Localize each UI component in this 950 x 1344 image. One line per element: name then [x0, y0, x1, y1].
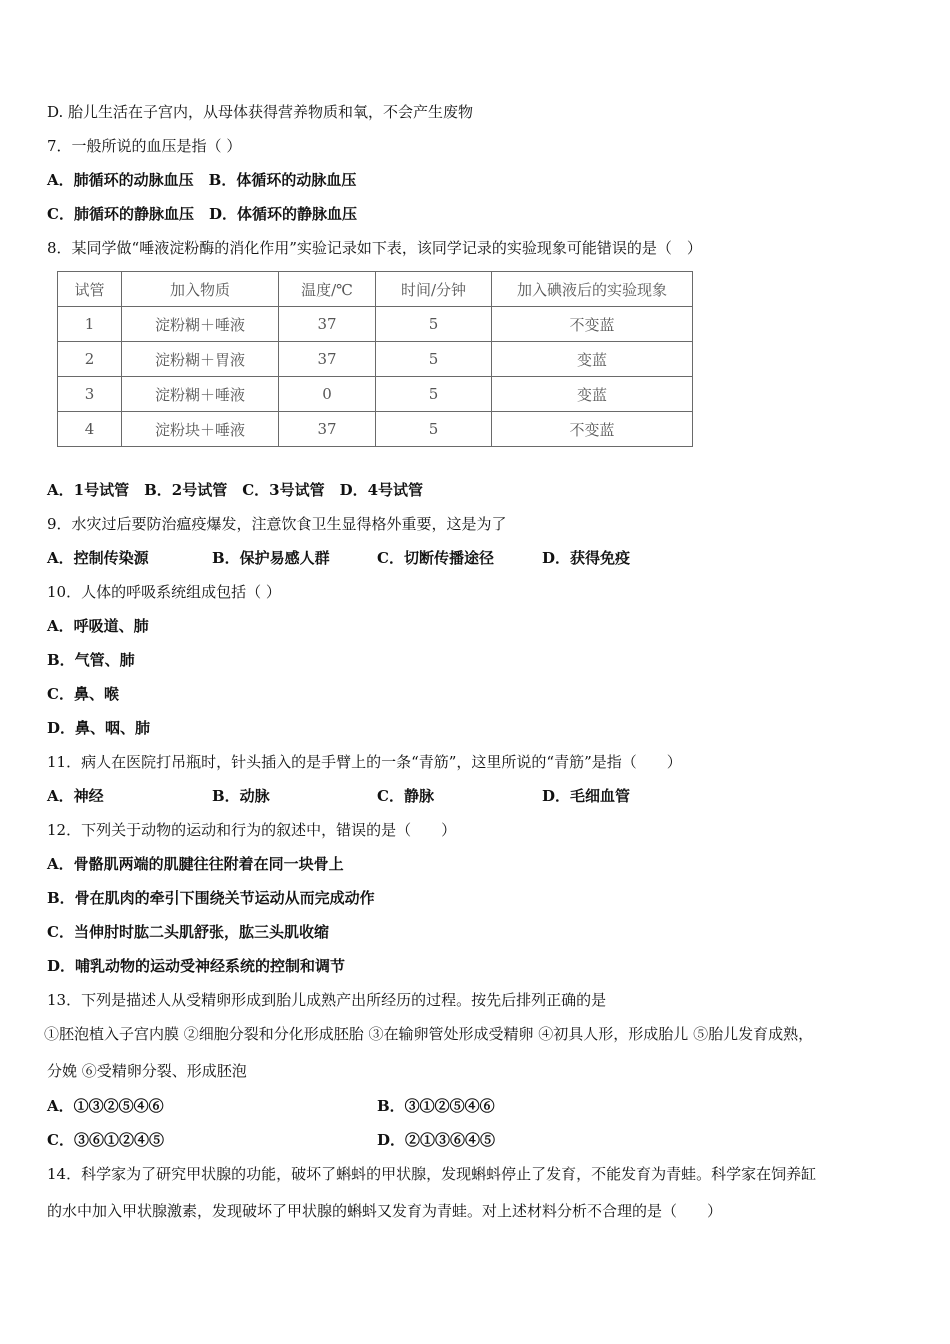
- experiment-table: [57, 271, 693, 447]
- q10-option-c: C．鼻、喉: [47, 685, 119, 703]
- q11-option-a: A．神经: [47, 787, 104, 805]
- cell-substance: 淀粉块＋唾液: [122, 412, 279, 447]
- q10-option-d: D．鼻、咽、肺: [47, 719, 151, 737]
- q12-stem: 12．下列关于动物的运动和行为的叙述中，错误的是（ ）: [47, 821, 457, 839]
- cell-substance: 淀粉糊＋唾液: [122, 377, 279, 412]
- cell-tube: 3: [58, 377, 122, 412]
- table-row: [58, 342, 693, 377]
- cell-time: 5: [376, 377, 492, 412]
- q14-stem-line1: 14．科学家为了研究甲状腺的功能，破坏了蝌蚪的甲状腺，发现蝌蚪停止了发育，不能发育为青蛙。科学家在饲养缸: [47, 1165, 817, 1183]
- q13-steps-line1: ①胚泡植入子宫内膜 ②细胞分裂和分化形成胚胎 ③在输卵管处形成受精卵 ④初具人形，形成胎儿 ⑤胎儿发育成熟，: [44, 1025, 814, 1043]
- cell-result: 变蓝: [492, 342, 693, 377]
- table-row: [58, 307, 693, 342]
- header-tube: 试管: [58, 272, 122, 307]
- cell-substance: 淀粉糊＋胃液: [122, 342, 279, 377]
- q8-stem: 8．某同学做“唾液淀粉酶的消化作用”实验记录如下表，该同学记录的实验现象可能错误的是（ ）: [47, 239, 702, 257]
- q13-option-d: D．②①③⑥④⑤: [377, 1131, 496, 1149]
- header-result: 加入碘液后的实验现象: [492, 272, 693, 307]
- table-row: [58, 412, 693, 447]
- cell-time: 5: [376, 307, 492, 342]
- q13-option-b: B．③①②⑤④⑥: [377, 1097, 495, 1115]
- cell-time: 5: [376, 412, 492, 447]
- q10-option-a: A．呼吸道、肺: [47, 617, 149, 635]
- q13-steps-line2: 分娩 ⑥受精卵分裂、形成胚泡: [47, 1062, 247, 1080]
- q7-stem: 7．一般所说的血压是指（ ）: [47, 137, 242, 155]
- table-row: [58, 377, 693, 412]
- q11-option-c: C．静脉: [377, 787, 434, 805]
- cell-tube: 2: [58, 342, 122, 377]
- q7-options-ab: A．肺循环的动脉血压 B．体循环的动脉血压: [47, 171, 357, 189]
- header-temperature: 温度/℃: [279, 272, 376, 307]
- q9-option-c: C．切断传播途径: [377, 549, 494, 567]
- q11-option-d: D．毛细血管: [542, 787, 631, 805]
- q12-option-c: C．当伸肘时肱二头肌舒张，肱三头肌收缩: [47, 923, 329, 941]
- q14-stem-line2: 的水中加入甲状腺激素，发现破坏了甲状腺的蝌蚪又发育为青蛙。对上述材料分析不合理的是（ ）: [47, 1202, 723, 1220]
- cell-tube: 4: [58, 412, 122, 447]
- cell-result: 不变蓝: [492, 412, 693, 447]
- q7-options-cd: C．肺循环的静脉血压 D．体循环的静脉血压: [47, 205, 357, 223]
- q9-option-a: A．控制传染源: [47, 549, 149, 567]
- q10-option-b: B．气管、肺: [47, 651, 135, 669]
- q10-stem: 10．人体的呼吸系统组成包括（ ）: [47, 583, 281, 601]
- q9-option-b: B．保护易感人群: [212, 549, 330, 567]
- q9-option-d: D．获得免疫: [542, 549, 631, 567]
- q12-option-b: B．骨在肌肉的牵引下围绕关节运动从而完成动作: [47, 889, 375, 907]
- q6-option-d: D. 胎儿生活在子宫内，从母体获得营养物质和氧，不会产生废物: [47, 103, 474, 121]
- q12-option-a: A．骨骼肌两端的肌腱往往附着在同一块骨上: [47, 855, 344, 873]
- cell-temperature: 37: [279, 307, 376, 342]
- q13-stem: 13．下列是描述人从受精卵形成到胎儿成熟产出所经历的过程。按先后排列正确的是: [47, 991, 607, 1009]
- cell-result: 不变蓝: [492, 307, 693, 342]
- q12-option-d: D．哺乳动物的运动受神经系统的控制和调节: [47, 957, 346, 975]
- cell-temperature: 0: [279, 377, 376, 412]
- q11-stem: 11．病人在医院打吊瓶时，针头插入的是手臂上的一条“青筋”，这里所说的“青筋”是指（ ）: [47, 753, 682, 771]
- cell-temperature: 37: [279, 412, 376, 447]
- table-header-row: [58, 272, 693, 307]
- header-time: 时间/分钟: [376, 272, 492, 307]
- q11-option-b: B．动脉: [212, 787, 270, 805]
- q13-option-a: A．①③②⑤④⑥: [47, 1097, 164, 1115]
- header-substance: 加入物质: [122, 272, 279, 307]
- cell-tube: 1: [58, 307, 122, 342]
- cell-substance: 淀粉糊＋唾液: [122, 307, 279, 342]
- q9-stem: 9．水灾过后要防治瘟疫爆发，注意饮食卫生显得格外重要，这是为了: [47, 515, 507, 533]
- q8-options: A．1号试管 B．2号试管 C．3号试管 D．4号试管: [47, 481, 424, 499]
- q13-option-c: C．③⑥①②④⑤: [47, 1131, 164, 1149]
- cell-result: 变蓝: [492, 377, 693, 412]
- cell-time: 5: [376, 342, 492, 377]
- cell-temperature: 37: [279, 342, 376, 377]
